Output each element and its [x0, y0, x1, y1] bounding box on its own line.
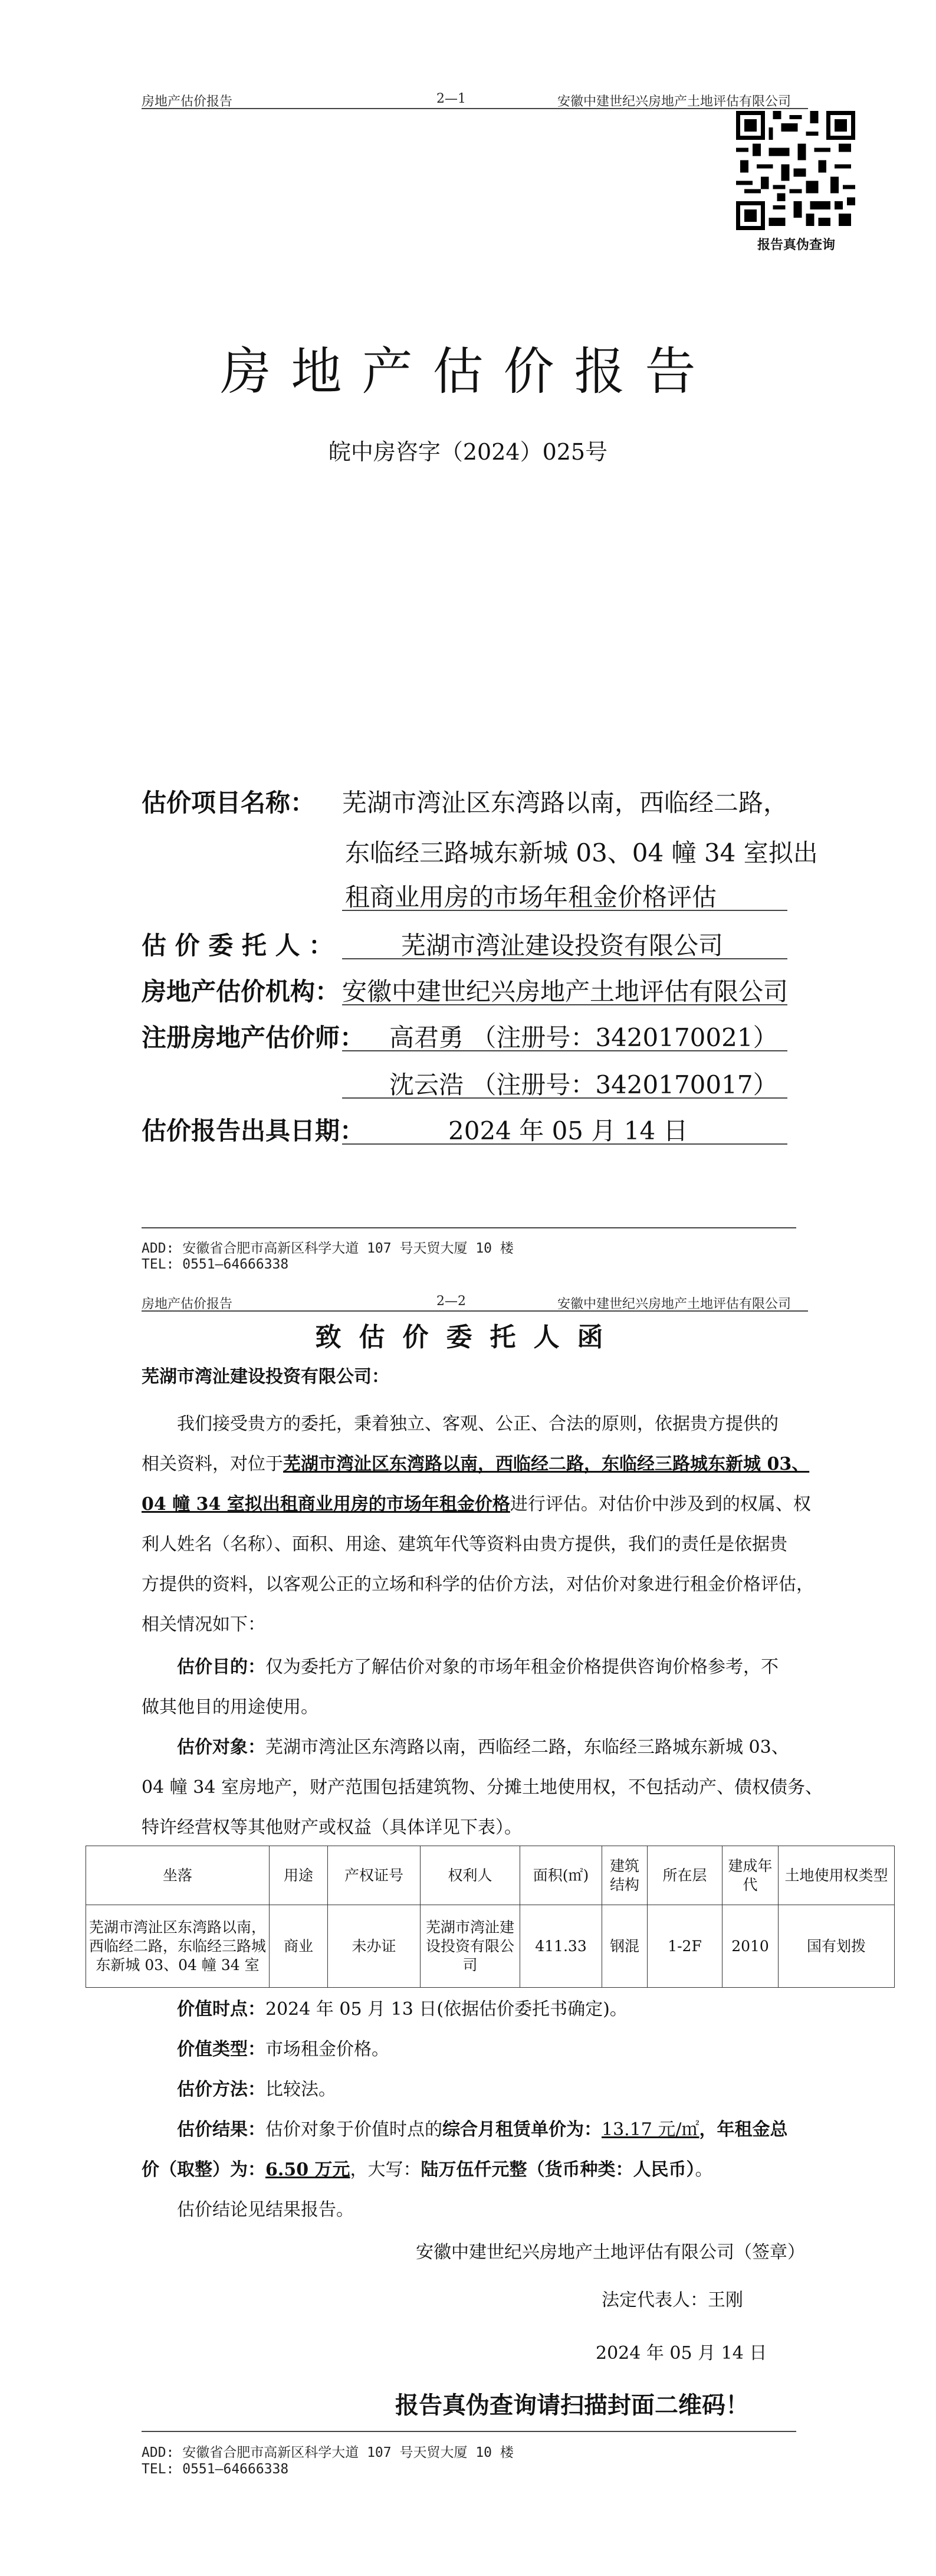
- project-name-line-1: 芜湖市湾沚区东湾路以南，西临经二路，: [342, 788, 789, 817]
- object-text-3: 特许经营权等其他财产或权益（具体详见下表）。: [142, 1817, 522, 1838]
- issue-date-label: 估价报告出具日期：: [142, 1116, 365, 1145]
- purpose-text-2: 做其他目的用途使用。: [142, 1697, 318, 1718]
- value-date: 2024 年 05 月 13 日(依据估价委托书确定)。: [265, 1999, 628, 2020]
- table-header-location: 坐落: [86, 1846, 270, 1905]
- agency-label: 房地产估价机构：: [142, 977, 340, 1006]
- intro-line-6: 相关情况如下：: [142, 1614, 265, 1635]
- cell-structure: 钢混: [602, 1905, 648, 1988]
- object-text-2: 04 幢 34 室房地产，财产范围包括建筑物、分摊土地使用权，不包括动产、债权债务、: [142, 1777, 823, 1798]
- cell-floor: 1-2F: [648, 1905, 722, 1988]
- value-type-row: [177, 2030, 389, 2070]
- result-unit-price: 13.17 元/㎡: [602, 2119, 699, 2140]
- table-header-year: 建成年代: [722, 1846, 779, 1905]
- intro-line-4: 利人姓名（名称）、面积、用途、建筑年代等资料由贵方提供，我们的责任是依据贵: [142, 1534, 787, 1555]
- value-type: 市场租金价格。: [265, 2039, 389, 2060]
- purpose-section: [142, 1647, 826, 1728]
- page1-header-page-number: 2—1: [436, 91, 466, 106]
- project-name-line-3: 租商业用房的市场年租金价格评估: [345, 883, 717, 912]
- intro-line-2: 相关资料，对位于芜湖市湾沚区东湾路以南，西临经二路，东临经三路城东新城 03、: [142, 1454, 810, 1474]
- table-row: [86, 1905, 895, 1988]
- agency-value: 安徽中建世纪兴房地产土地评估有限公司: [342, 977, 789, 1006]
- appraiser-1-underline: [342, 1050, 787, 1051]
- property-table: [86, 1846, 895, 1988]
- method-label: 估价方法：: [177, 2079, 265, 2100]
- page2-header-page-number: 2—2: [436, 1294, 466, 1309]
- cell-year: 2010: [722, 1905, 779, 1988]
- appraiser-2: 沈云浩 （注册号：3420170017）: [389, 1070, 778, 1099]
- page1-footer-address: ADD: 安徽省合肥市高新区科学大道 107 号天贸大厦 10 楼: [142, 1241, 514, 1256]
- authenticity-notice: 报告真伪查询请扫描封面二维码！: [395, 2391, 749, 2419]
- report-title: 房地产估价报告: [220, 342, 716, 401]
- cell-land-right: 国有划拨: [779, 1905, 895, 1988]
- conclusion-note: 估价结论见结果报告。: [177, 2200, 354, 2220]
- method-row: [177, 2070, 336, 2110]
- intro-line-3: 04 幢 34 室拟出租商业用房的市场年租金价格进行评估。对估价中涉及到的权属、权: [142, 1494, 811, 1515]
- legal-representative: 法定代表人：王刚: [602, 2290, 743, 2310]
- table-header-use: 用途: [270, 1846, 328, 1905]
- result-line-1: 估价结果：估价对象于价值时点的综合月租赁单价为：13.17 元/㎡，年租金总: [177, 2119, 788, 2140]
- table-header-area: 面积(㎡): [520, 1846, 602, 1905]
- issue-date-underline: [342, 1143, 787, 1145]
- value-type-label: 价值类型：: [177, 2039, 265, 2060]
- signature-company: 安徽中建世纪兴房地产土地评估有限公司（签章）: [416, 2242, 805, 2263]
- client-underline: [342, 958, 787, 959]
- intro-line-1: 我们接受贵方的委托，秉着独立、客观、公正、合法的原则，依据贵方提供的: [177, 1414, 779, 1434]
- page1-header-right: 安徽中建世纪兴房地产土地评估有限公司: [557, 94, 792, 109]
- result-section: [142, 2110, 826, 2190]
- page2-header-right: 安徽中建世纪兴房地产土地评估有限公司: [557, 1297, 792, 1312]
- appraiser-1: 高君勇 （注册号：3420170021）: [389, 1023, 778, 1052]
- purpose-text-1: 仅为委托方了解估价对象的市场年租金价格提供咨询价格参考，不: [265, 1657, 779, 1677]
- result-total: 6.50 万元: [265, 2159, 350, 2180]
- result-words: 陆万伍仟元整（货币种类：人民币）: [421, 2159, 695, 2180]
- page1-header-left: 房地产估价报告: [142, 94, 233, 109]
- object-label: 估价对象：: [177, 1737, 265, 1758]
- object-text-1: 芜湖市湾沚区东湾路以南，西临经二路，东临经三路城东新城 03、: [265, 1737, 789, 1758]
- cell-area: 411.33: [520, 1905, 602, 1988]
- page2-footer-rule: [142, 2431, 796, 2432]
- table-header-floor: 所在层: [648, 1846, 722, 1905]
- client-label: 估 价 委 托 人 ：: [142, 931, 334, 960]
- result-label: 估价结果：: [177, 2119, 265, 2140]
- result-line-2: 价（取整）为：6.50 万元，大写：陆万伍仟元整（货币种类：人民币）。: [142, 2159, 713, 2180]
- page1-footer-rule: [142, 1227, 796, 1228]
- page2-footer-tel: TEL: 0551—64666338: [142, 2462, 289, 2477]
- cell-certificate: 未办证: [328, 1905, 421, 1988]
- method: 比较法。: [265, 2079, 336, 2100]
- table-header-land-right: 土地使用权类型: [779, 1846, 895, 1905]
- table-header-owner: 权利人: [421, 1846, 520, 1905]
- value-date-label: 价值时点：: [177, 1999, 265, 2020]
- qr-code-icon[interactable]: [736, 111, 855, 230]
- agency-underline: [342, 1004, 787, 1005]
- page2-footer-address: ADD: 安徽省合肥市高新区科学大道 107 号天贸大厦 10 楼: [142, 2445, 514, 2460]
- cell-location: 芜湖市湾沚区东湾路以南，西临经二路，东临经三路城东新城 03、04 幢 34 室: [86, 1905, 270, 1988]
- client-value: 芜湖市湾沚建设投资有限公司: [401, 931, 724, 960]
- letter-title: 致估价委托人函: [315, 1322, 621, 1352]
- project-name-line-2: 东临经三路城东新城 03、04 幢 34 室拟出: [345, 838, 818, 867]
- table-header-certificate: 产权证号: [328, 1846, 421, 1905]
- page1-header-rule: [142, 108, 808, 109]
- project-name-underline: [342, 910, 787, 911]
- page1-footer-tel: TEL: 0551—64666338: [142, 1257, 289, 1272]
- appraiser-2-underline: [342, 1097, 787, 1099]
- issue-date-value: 2024 年 05 月 14 日: [448, 1116, 688, 1145]
- table-header-structure: 建筑结构: [602, 1846, 648, 1905]
- qr-caption: 报告真伪查询: [757, 237, 835, 253]
- addressee: 芜湖市湾沚建设投资有限公司：: [142, 1366, 389, 1387]
- value-date-row: [177, 1990, 628, 2030]
- page2-header-rule: [142, 1310, 808, 1312]
- document-number: 皖中房咨字（2024）025号: [328, 439, 608, 465]
- signature-date: 2024 年 05 月 14 日: [596, 2343, 767, 2364]
- purpose-label: 估价目的：: [177, 1657, 265, 1677]
- project-name-label: 估价项目名称：: [142, 788, 316, 817]
- object-section: [142, 1728, 826, 1848]
- page2-header-left: 房地产估价报告: [142, 1297, 233, 1312]
- intro-line-5: 方提供的资料，以客观公正的立场和科学的估价方法，对估价对象进行租金价格评估，: [142, 1574, 814, 1595]
- table-header-row: [86, 1846, 895, 1905]
- cell-use: 商业: [270, 1905, 328, 1988]
- appraiser-label: 注册房地产估价师：: [142, 1023, 365, 1052]
- intro-paragraph: [142, 1404, 826, 1645]
- cell-owner: 芜湖市湾沚建设投资有限公司: [421, 1905, 520, 1988]
